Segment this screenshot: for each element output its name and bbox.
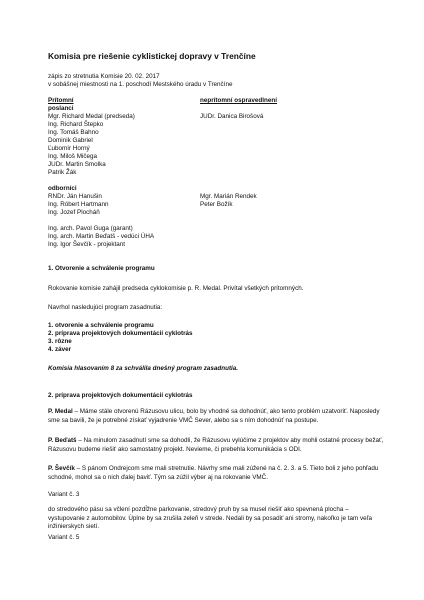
mp-name: Mgr. Richard Medal (predseda): [48, 113, 135, 120]
discussion-paragraph: [48, 437, 384, 454]
speaker-text: – Máme stále otvorenú Rázusovu ulicu, bolo by vhodné sa dohodnúť, ako tento problém uzatvoriť. Naposledy sme sa bavili, že je potrebné získať vyjadrenie VMČ Sever, alebo sa s ním dohodnúť na postupe.: [48, 408, 380, 424]
vote-result-rest: za schválila dnešný program zasadnutia.: [114, 365, 239, 372]
variant-3-text: do stredového pásu sa včlení pozdĺžne parkovanie, stredový pruh by sa musel riešiť ako spevnená plocha – vystupovanie z automobilov. Úplne by sa zrušila zeleň v strede. Nedali by sa posadiť ani stromy, nakoľko je tam veľa inžinierskych sietí.: [48, 506, 372, 531]
mp-name: Patrik Žák: [48, 169, 77, 176]
document-title: Komisia pre riešenie cyklistickej dopravy v Trenčíne: [48, 51, 256, 61]
variant-5-label: Variant č. 5: [48, 534, 80, 541]
vote-result-bold: Komisia hlasovaním 8: [48, 365, 115, 372]
agenda-item: 3. rôzne: [48, 338, 72, 345]
agenda-item: 2. príprava projektových dokumentácií cyklotrás: [48, 330, 193, 337]
speaker-text: – Na minulom zasadnutí sme sa dohodli, že Rázusovu vylúčime z projektov aby mohli ostatné procesy bežať, Rázusovu budeme riešiť ako samostatný projekt. Nevieme, či prebehla komunikácia s ODI.: [48, 437, 384, 453]
agenda-item: 4. záver: [48, 346, 72, 353]
expert-name: Ing. Róbert Hartmann: [48, 201, 109, 208]
discussion-paragraph: [48, 465, 384, 482]
speaker-name: P. Beďatš: [48, 437, 77, 444]
speaker-text: – S pánom Ondrejcom sme mali stretnutie. Návrhy sme mali zúžené na č. 2. 3. a 5. Tieto boli z jeho pohľadu schodné, mohol sa o nich ďalej baviť. Tým sa zúžil výber aj na rokovanie VMČ.: [48, 465, 379, 481]
staff-name: Ing. arch. Pavol Guga (garant): [48, 225, 133, 232]
staff-name: Ing. arch. Martin Beďatš - vedúci ÚHA: [48, 233, 155, 240]
agenda-intro: Navrhol nasledujúci program zasadnutia:: [48, 304, 163, 311]
excused-header: neprítomní ospravedlnení: [200, 97, 277, 104]
variant-3-label: Variant č. 3: [48, 491, 80, 498]
expert-name: Mgr. Marián Rendek: [200, 193, 257, 200]
present-header: Prítomní: [48, 97, 74, 104]
section-2-heading: 2. príprava projektových dokumentácií cyklotrás: [48, 392, 193, 399]
expert-name: Peter Božík: [200, 201, 233, 208]
meeting-line-1: zápis zo stretnutia Komisie 20. 02. 2017: [48, 73, 160, 80]
experts-header: odborníci: [48, 185, 77, 192]
meeting-line-2: v sobášnej miestnosti na 1. poschodí Mestského úradu v Trenčíne: [48, 81, 233, 88]
section-1-text: Rokovanie komisie zahájil predseda cyklokomisie p. R. Medal. Privítal všetkých prítomných.: [48, 285, 304, 292]
mp-name: Ing. Miloš Mičega: [48, 153, 97, 160]
mp-name: Ing. Richard Štepko: [48, 121, 104, 128]
mp-name: Dominik Gabriel: [48, 137, 93, 144]
speaker-name: P. Medal: [48, 408, 73, 415]
mp-name: Ing. Tomáš Bahno: [48, 129, 99, 136]
excused-mp-name: JUDr. Danica Birošová: [200, 113, 264, 120]
vote-result: [48, 365, 238, 373]
section-1-heading: 1. Otvorenie a schválenie programu: [48, 265, 155, 272]
expert-name: Ing. Jozef Plocháň: [48, 209, 100, 216]
speaker-name: P. Ševčík: [48, 465, 75, 472]
mp-name: JUDr. Martin Smolka: [48, 161, 106, 168]
discussion-paragraph: [48, 408, 384, 425]
staff-name: Ing. Igor Ševčík - projektant: [48, 241, 125, 248]
expert-name: RNDr. Ján Hanušin: [48, 193, 102, 200]
agenda-item: 1. otvorenie a schválenie programu: [48, 322, 154, 329]
mp-name: Ľubomír Horný: [48, 145, 90, 152]
mps-header: poslanci: [48, 105, 74, 112]
